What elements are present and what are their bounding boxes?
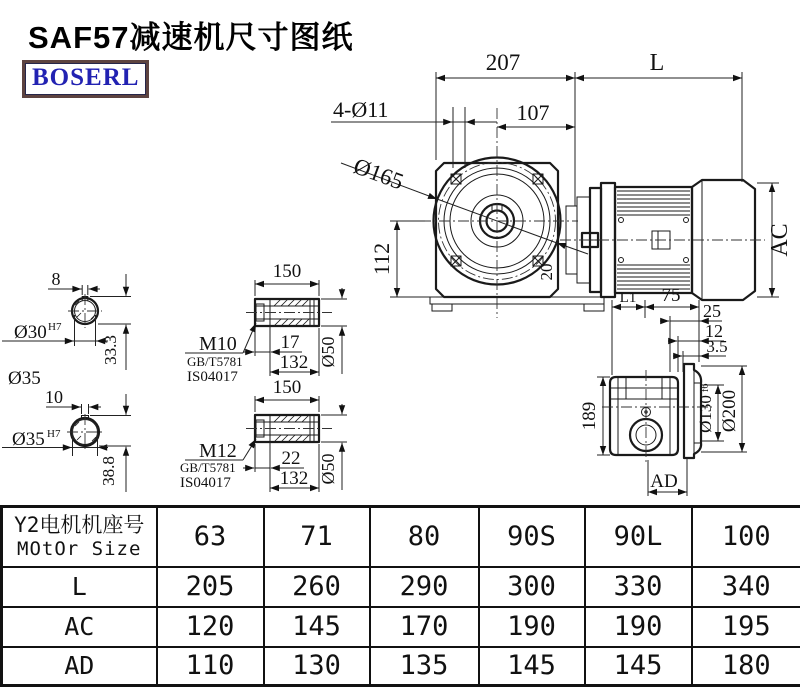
page-title: SAF57减速机尺寸图纸 [28, 12, 353, 57]
label-iso4017-1: IS04017 [187, 369, 238, 385]
row-label-L: L [2, 567, 157, 607]
dim-75: 75 [662, 285, 681, 306]
AD-90S: 145 [479, 647, 585, 686]
label-M12: M12 [199, 440, 237, 462]
dim-O50-2: Ø50 [318, 454, 338, 485]
motor-side-view [560, 180, 765, 300]
size-90S: 90S [479, 507, 585, 567]
table-row-L [2, 567, 800, 607]
AC-100: 195 [692, 607, 800, 647]
dim-keyway-10: 10 [45, 387, 63, 407]
dim-107: 107 [517, 100, 550, 125]
label-M10: M10 [199, 333, 237, 355]
dim-22: 22 [282, 448, 301, 469]
size-71: 71 [264, 507, 370, 567]
L-63: 205 [157, 567, 264, 607]
label-gb-t5781-1: GB/T5781 [187, 354, 243, 369]
L-90S: 300 [479, 567, 585, 607]
label-gb-t5781-2: GB/T5781 [180, 460, 236, 475]
AC-80: 170 [370, 607, 479, 647]
dim-O130-fit: f6 [700, 384, 711, 392]
size-63: 63 [157, 507, 264, 567]
dim-33-3: 33.3 [101, 335, 120, 365]
dim-bore-O35: Ø35 [12, 429, 45, 450]
table-header-row [2, 507, 800, 567]
dim-20: 20 [537, 264, 556, 281]
rear-view-dimensions [579, 285, 747, 496]
dim-207: 207 [486, 50, 521, 75]
fit-H7-2: H7 [47, 428, 61, 440]
dim-bore-O30: Ø30 [14, 322, 47, 343]
table-row-AD [2, 647, 800, 686]
dim-12: 12 [705, 321, 723, 341]
dim-AC: AC [767, 223, 793, 256]
AD-90L: 145 [585, 647, 692, 686]
AC-63: 120 [157, 607, 264, 647]
table-row-AC [2, 607, 800, 647]
AD-71: 130 [264, 647, 370, 686]
gearbox-front-view [420, 108, 604, 318]
dim-L: L [650, 50, 665, 76]
AC-90L: 190 [585, 607, 692, 647]
dim-O130: Ø130 [696, 395, 715, 433]
dim-132-2: 132 [280, 468, 309, 489]
dim-25: 25 [703, 301, 721, 321]
dim-L1: L1 [620, 290, 637, 306]
dim-17: 17 [281, 332, 300, 353]
L-100: 340 [692, 567, 800, 607]
bore-section-2 [2, 387, 131, 492]
AC-71: 145 [264, 607, 370, 647]
AD-63: 110 [157, 647, 264, 686]
row-label-AD: AD [2, 647, 157, 686]
size-100: 100 [692, 507, 800, 567]
row-label-AC: AC [2, 607, 157, 647]
bore-section-1 [2, 269, 131, 389]
dim-O50-1: Ø50 [318, 337, 338, 368]
size-90L: 90L [585, 507, 692, 567]
size-80: 80 [370, 507, 479, 567]
dim-150-2: 150 [273, 377, 302, 398]
dim-O200: Ø200 [719, 390, 740, 432]
dim-keyway-8: 8 [52, 269, 61, 289]
motor-size-table [0, 505, 800, 687]
dim-O165: Ø165 [350, 153, 407, 194]
AD-80: 135 [370, 647, 479, 686]
header-label-cn: Y2电机机座号 [3, 513, 156, 538]
AC-90S: 190 [479, 607, 585, 647]
dim-150-1: 150 [273, 261, 302, 282]
dim-3-5: 3.5 [706, 337, 727, 356]
dim-189: 189 [579, 402, 600, 431]
dim-38-8: 38.8 [99, 456, 118, 486]
dim-AD: AD [650, 471, 677, 492]
label-iso4017-2: IS04017 [180, 475, 231, 491]
L-80: 290 [370, 567, 479, 607]
dim-132-1: 132 [280, 352, 309, 373]
shaft-detail-1 [185, 261, 347, 385]
header-label-en: MOtOr Size [3, 538, 156, 560]
L-71: 260 [264, 567, 370, 607]
brand-logo-text: BOSERL [25, 63, 146, 95]
fit-H7-1: H7 [48, 321, 62, 333]
label-O35: Ø35 [8, 368, 41, 389]
dim-112: 112 [369, 243, 394, 275]
header-label-cell [2, 507, 157, 567]
shaft-detail-2 [180, 377, 347, 492]
L-90L: 330 [585, 567, 692, 607]
AD-100: 180 [692, 647, 800, 686]
dim-4xO11: 4-Ø11 [333, 97, 388, 122]
main-view-dimensions [331, 50, 793, 297]
